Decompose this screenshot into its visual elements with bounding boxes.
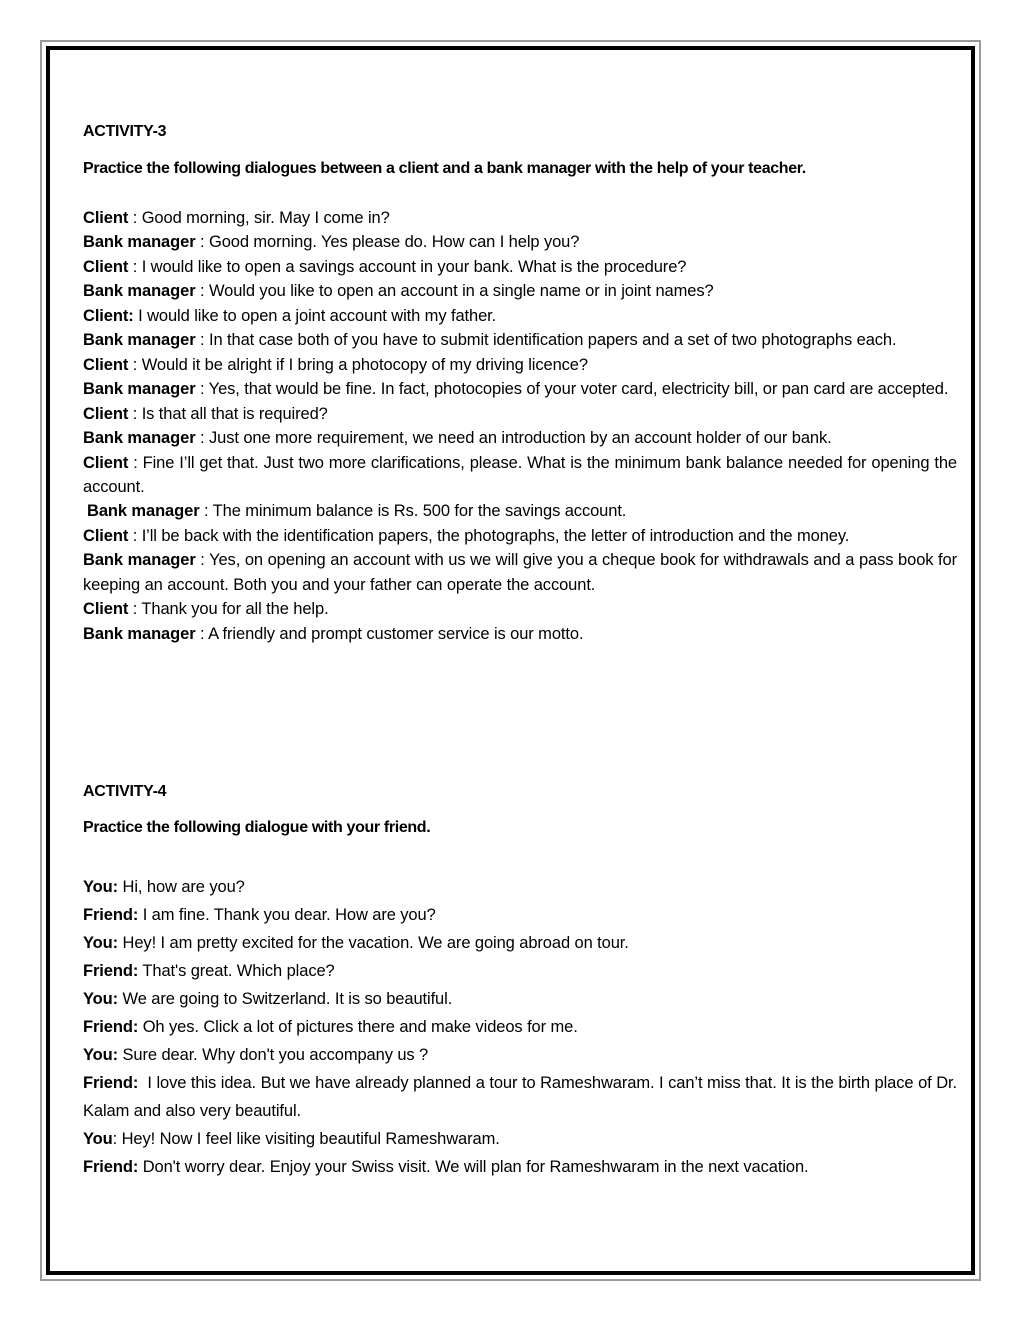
separator: : [128,526,142,545]
line-text: I would like to open a savings account in your bank. What is the procedure? [141,257,687,276]
speaker-label: Bank manager [83,233,196,252]
line-text: Oh yes. Click a lot of pictures there and make videos for me. [142,1018,578,1036]
dialogue-line [83,873,957,901]
speaker-label: You [83,1130,113,1148]
dialogue-line [83,279,957,303]
dialogue-line [83,1013,957,1041]
line-text: Good morning, sir. May I come in? [141,209,390,227]
speaker-label: Bank manager [83,429,196,448]
separator: : [128,404,142,423]
dialogue-line [83,548,957,597]
speaker-label: Client [83,209,129,227]
line-text: Thank you for all the help. [141,600,329,619]
speaker-label: Bank manager [83,331,196,350]
separator: : [195,233,209,252]
dialogue-line [83,622,957,646]
speaker-label: Bank manager [87,502,200,521]
speaker-label: Client [83,600,129,619]
separator: : [195,429,209,448]
line-text: I would like to open a joint account with my father. [138,306,497,325]
speaker-label: Client: [83,306,134,325]
dialogue-line [83,402,957,426]
speaker-label: Friend: [83,1074,139,1092]
line-text: I love this idea. But we have already planned a tour to Rameshwaram. I can’t miss that. It is the birth place of Dr. Kalam and also very beautiful. [83,1074,957,1120]
dialogue-line [83,499,957,523]
separator [138,1074,147,1092]
dialogue-line [83,597,957,621]
dialogue-line [83,1153,957,1181]
separator: : [195,331,209,350]
separator: : [199,502,213,521]
speaker-label: Client [83,404,129,423]
separator: : [195,624,209,643]
speaker-label: Bank manager [83,551,196,570]
dialogue-line [83,929,957,957]
activity-4-dialogue [83,873,957,1181]
speaker-label: You: [83,878,119,896]
line-text: I am fine. Thank you dear. How are you? [142,906,436,924]
dialogue-line [83,1041,957,1069]
dialogue-line [83,353,957,377]
speaker-label: Client [83,526,129,545]
speaker-label: Client [83,257,129,276]
dialogue-line [83,426,957,450]
line-text: That's great. Which place? [142,962,335,980]
line-text: I’ll be back with the identification papers, the photographs, the letter of introduction and the money. [141,526,850,545]
line-text: Hi, how are you? [122,878,245,896]
separator: : [195,380,209,399]
speaker-label: You: [83,990,119,1008]
dialogue-line [83,206,957,230]
dialogue-line [83,524,957,548]
separator: : [195,551,210,570]
line-text: Hey! I am pretty excited for the vacation. We are going abroad on tour. [122,934,629,952]
line-text: Hey! Now I feel like visiting beautiful Rameshwaram. [121,1130,500,1148]
activity-4-instruction: Practice the following dialogue with your friend. [83,819,431,836]
speaker-label: Friend: [83,962,139,980]
line-text: Just one more requirement, we need an introduction by an account holder of our bank. [208,429,832,448]
dialogue-line [83,328,957,352]
line-text: Sure dear. Why don't you accompany us ? [122,1046,429,1064]
activity-3-instruction: Practice the following dialogues between a client and a bank manager with the help of your teacher. [83,160,806,177]
speaker-label: Bank manager [83,380,196,399]
separator: : [195,282,209,301]
dialogue-line [83,1069,957,1125]
speaker-label: You: [83,934,119,952]
separator: : [112,1130,122,1148]
speaker-label: You: [83,1046,119,1064]
dialogue-line [83,255,957,279]
speaker-label: Client [83,355,129,374]
line-text: Would you like to open an account in a single name or in joint names? [208,282,714,301]
separator: : [128,209,142,227]
line-text: A friendly and prompt customer service is our motto. [208,624,584,643]
dialogue-line [83,985,957,1013]
activity-4-heading: ACTIVITY-4 [83,783,167,800]
speaker-label: Client [83,453,129,472]
line-text: Don't worry dear. Enjoy your Swiss visit. We will plan for Rameshwaram in the next vacation. [142,1158,809,1176]
dialogue-line [83,1125,957,1153]
speaker-label: Friend: [83,1158,139,1176]
dialogue-line [83,901,957,929]
speaker-label: Friend: [83,1018,139,1036]
activity-3-dialogue [83,206,957,646]
line-text: Is that all that is required? [141,404,328,423]
dialogue-line [83,957,957,985]
line-text: Yes, that would be fine. In fact, photocopies of your voter card, electricity bill, or pan card are accepted. [208,380,949,399]
dialogue-line [83,377,957,401]
line-text: The minimum balance is Rs. 500 for the savings account. [212,502,627,521]
speaker-label: Friend: [83,906,139,924]
separator: : [128,257,142,276]
line-text: Would it be alright if I bring a photocopy of my driving licence? [141,355,588,374]
line-text: In that case both of you have to submit identification papers and a set of two photographs each. [208,331,897,350]
speaker-label: Bank manager [83,282,196,301]
line-text: We are going to Switzerland. It is so beautiful. [122,990,453,1008]
dialogue-line [83,304,957,328]
dialogue-line [83,230,957,254]
separator: : [128,355,142,374]
dialogue-line [83,451,957,500]
activity-3-heading: ACTIVITY-3 [83,123,167,140]
separator: : [128,600,142,619]
separator: : [128,453,143,472]
line-text: Fine I’ll get that. Just two more clarifications, please. What is the minimum bank balance needed for opening the account. [83,453,957,496]
line-text: Yes, on opening an account with us we will give you a cheque book for withdrawals and a pass book for keeping an account. Both you and your father can operate the account. [83,551,957,594]
line-text: Good morning. Yes please do. How can I help you? [208,233,580,252]
speaker-label: Bank manager [83,624,196,643]
